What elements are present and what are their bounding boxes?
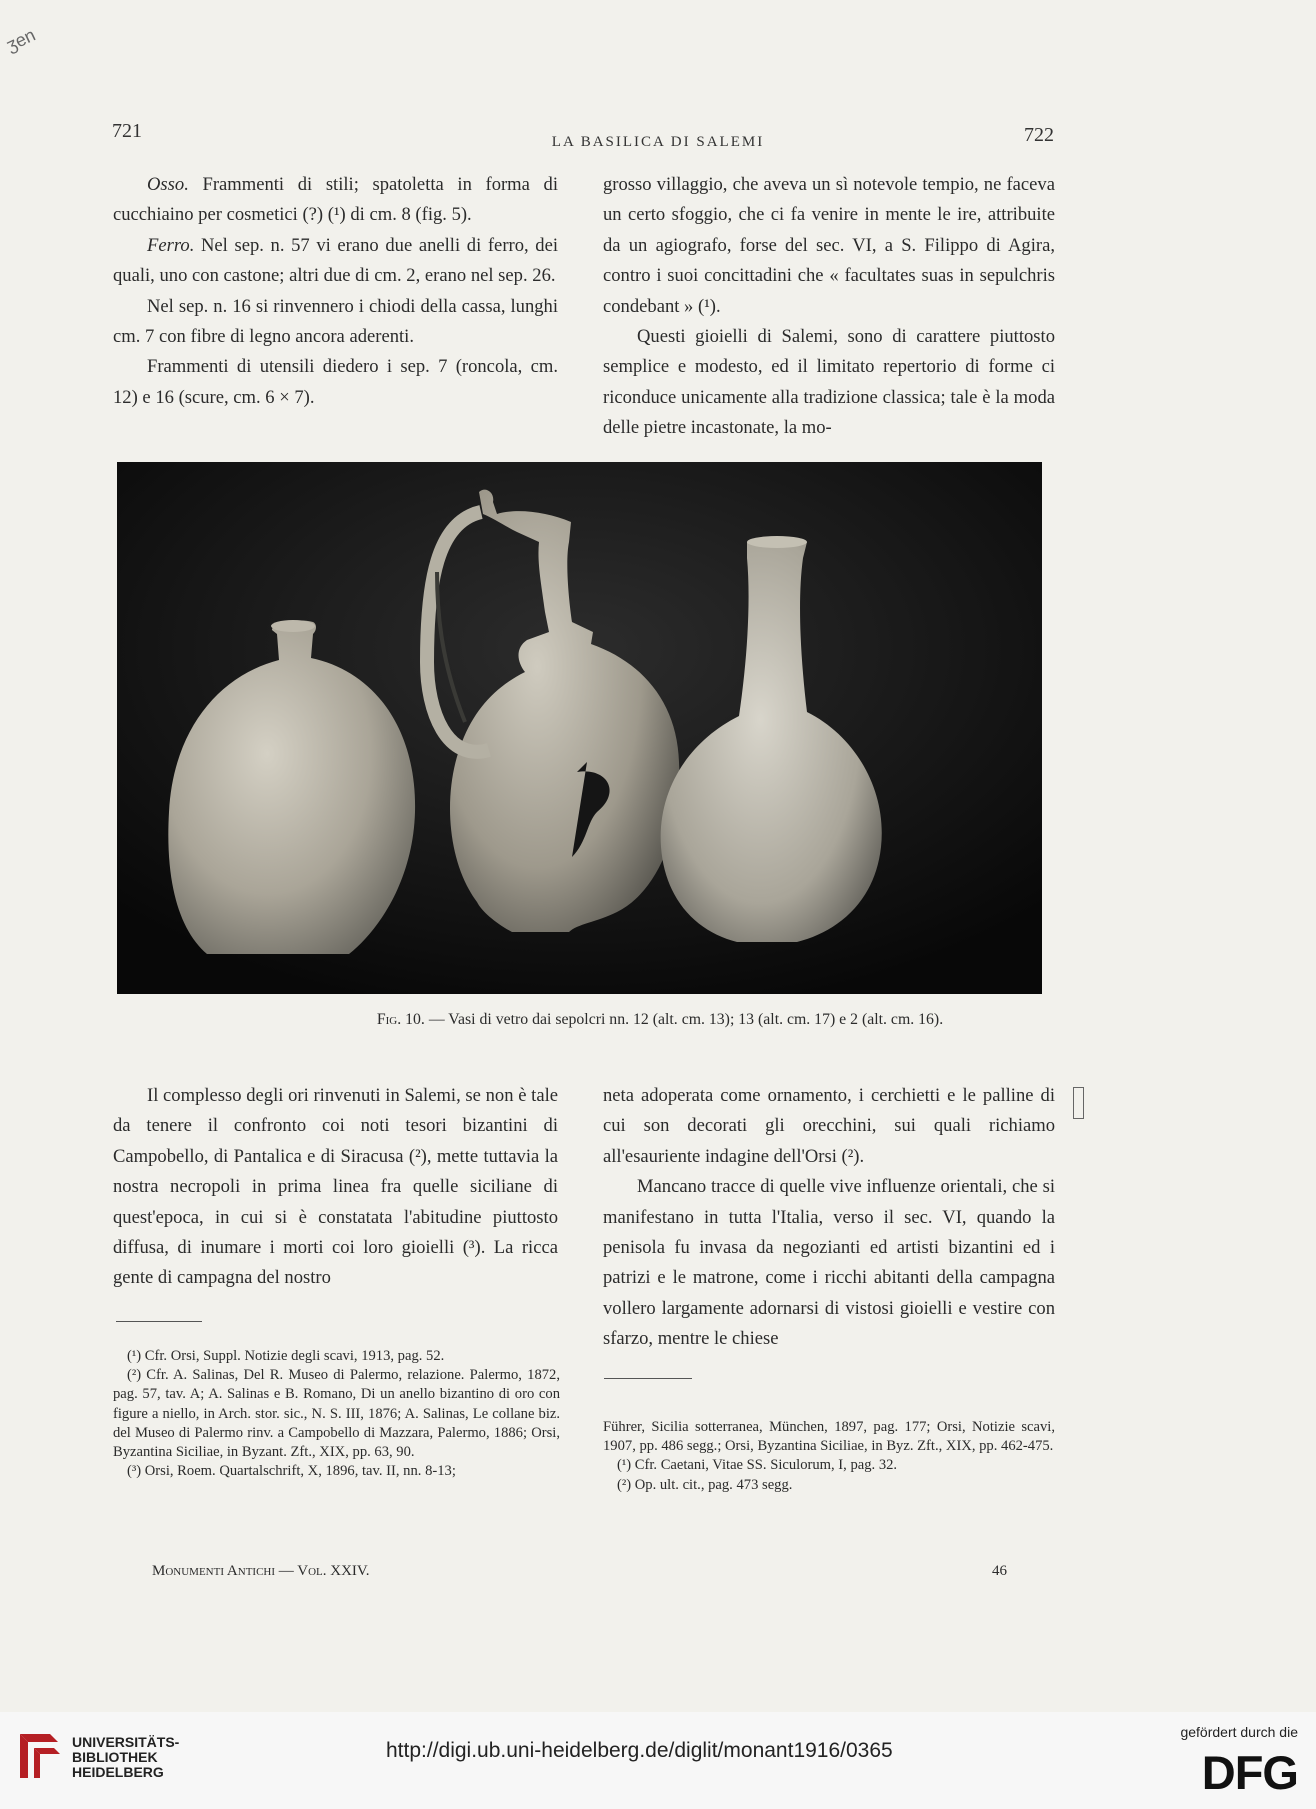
paragraph: Il complesso degli ori rinvenuti in Salemi, se non è tale da tenere il confronto coi noti tesori bizantini di Campobello, di Pantalica e di Siracusa (²), mette tuttavia la nostra necropoli in prima linea fra quelle siciliane di quest'epoca, in cui si è constatata l'abitudine piuttosto diffusa, di inumare i morti coi loro gioielli (³). La ricca gente di campagna del nostro [113, 1085, 558, 1289]
ub-logo-icon [14, 1728, 64, 1784]
top-right-column [603, 170, 1055, 444]
paragraph: Questi gioielli di Salemi, sono di carattere piuttosto semplice e modesto, ed il limitato repertorio di forme ci riconduce unicamente alla tradizione classica; tale è la moda delle pietre incastonate, la mo- [603, 326, 1055, 439]
footnote: (²) Cfr. A. Salinas, Del R. Museo di Palermo, relazione. Palermo, 1872, pag. 57, tav. A; A. Salinas e B. Romano, Di un anello bizantino di oro con figure a niello, in Arch. stor. sic., N. S. III, 1876; A. Salinas, Le collane biz. del Museo di Palermo rinv. a Campobello di Mazzara, Palermo, 1886; Orsi, Byzantina Siciliae, in Byzant. Zft., XIX, pp. 63, 90. [113, 1367, 560, 1461]
paragraph: Mancano tracce di quelle vive influenze orientali, che si manifestano in tutta l'Italia, verso il sec. VI, quando la penisola fu invasa da negozianti ed artisti bizantini ed i patrizi e le matrone, come i ricchi abitanti della campagna vollero largamente adornarsi di vistosi gioielli e vestire con sfarzo, mentre le chiese [603, 1176, 1055, 1350]
signature-number: 46 [992, 1563, 1007, 1579]
permalink-url[interactable]: http://digi.ub.uni-heidelberg.de/diglit/monant1916/0365 [386, 1739, 893, 1762]
figure-caption-text: — Vasi di vetro dai sepolcri nn. 12 (alt. cm. 13); 13 (alt. cm. 17) e 2 (alt. cm. 16). [424, 1011, 944, 1028]
figure-label: Fig. 10. [376, 1011, 425, 1028]
paragraph: neta adoperata come ornamento, i cerchietti e le palline di cui son decorati gli orecchini, sui quali richiamo all'esauriente indagine dell'Orsi (²). [603, 1085, 1055, 1167]
paragraph: Osso. Frammenti di stili; spatoletta in forma di cucchiaino per cosmetici (?) (¹) di cm. 8 (fig. 5). [113, 174, 558, 226]
page-number-right: 722 [1024, 124, 1054, 146]
figure-photograph [117, 462, 1042, 994]
bottom-right-column [603, 1081, 1055, 1355]
paragraph: Ferro. Nel sep. n. 57 vi erano due anelli di ferro, dei quali, uno con castone; altri due di cm. 2, erano nel sep. 26. [113, 234, 558, 287]
glass-vessels-photo [117, 462, 1042, 994]
paragraph: Frammenti di utensili diedero i sep. 7 (roncola, cm. 12) e 16 (scure, cm. 6 × 7). [113, 356, 558, 408]
footnote-rule-right [604, 1378, 692, 1379]
footnote: (¹) Cfr. Orsi, Suppl. Notizie degli scavi, 1913, pag. 52. [127, 1348, 445, 1364]
footnote: (²) Op. ult. cit., pag. 473 segg. [617, 1476, 793, 1493]
paragraph: Nel sep. n. 16 si rinvennero i chiodi della cassa, lunghi cm. 7 con fibre di legno ancora aderenti. [113, 295, 558, 348]
sponsor-label: gefördert durch die [1180, 1724, 1298, 1740]
dfg-logo: DFG [1201, 1746, 1298, 1799]
margin-pencil-note: ʒen [2, 24, 39, 56]
paragraph: grosso villaggio, che aveva un sì notevole tempio, ne faceva un certo sfoggio, che ci fa venire in mente le ire, attribuite da un agiografo, forse del sec. VI, a S. Filippo di Agira, contro i suoi concittadini che « facultates suas in sepulchris condebant » (¹). [603, 174, 1055, 317]
figure-caption [120, 1011, 1200, 1029]
library-name: UNIVERSITÄTS- BIBLIOTHEK HEIDELBERG [72, 1734, 180, 1780]
footnotes-left [113, 1347, 560, 1481]
top-left-column [113, 170, 558, 413]
page-number-left: 721 [112, 120, 142, 142]
margin-mark [1073, 1087, 1084, 1119]
journal-line: Monumenti Antichi — Vol. XXIV. [152, 1563, 370, 1579]
footnote-rule-left [116, 1321, 202, 1322]
footnote: (¹) Cfr. Caetani, Vitae SS. Siculorum, I, pag. 32. [617, 1457, 898, 1474]
bottom-left-column [113, 1081, 558, 1294]
footnote: Führer, Sicilia sotterranea, München, 1897, pag. 177; Orsi, Notizie scavi, 1907, pp. 486 segg.; Orsi, Byzantina Siciliae, in Byz. Zft., XIX, pp. 462-475. [603, 1419, 1055, 1455]
footnote: (³) Orsi, Roem. Quartalschrift, X, 1896, tav. II, nn. 8-13; [127, 1463, 456, 1480]
running-head: LA BASILICA DI SALEMI [551, 134, 765, 150]
footnotes-right [603, 1418, 1055, 1495]
